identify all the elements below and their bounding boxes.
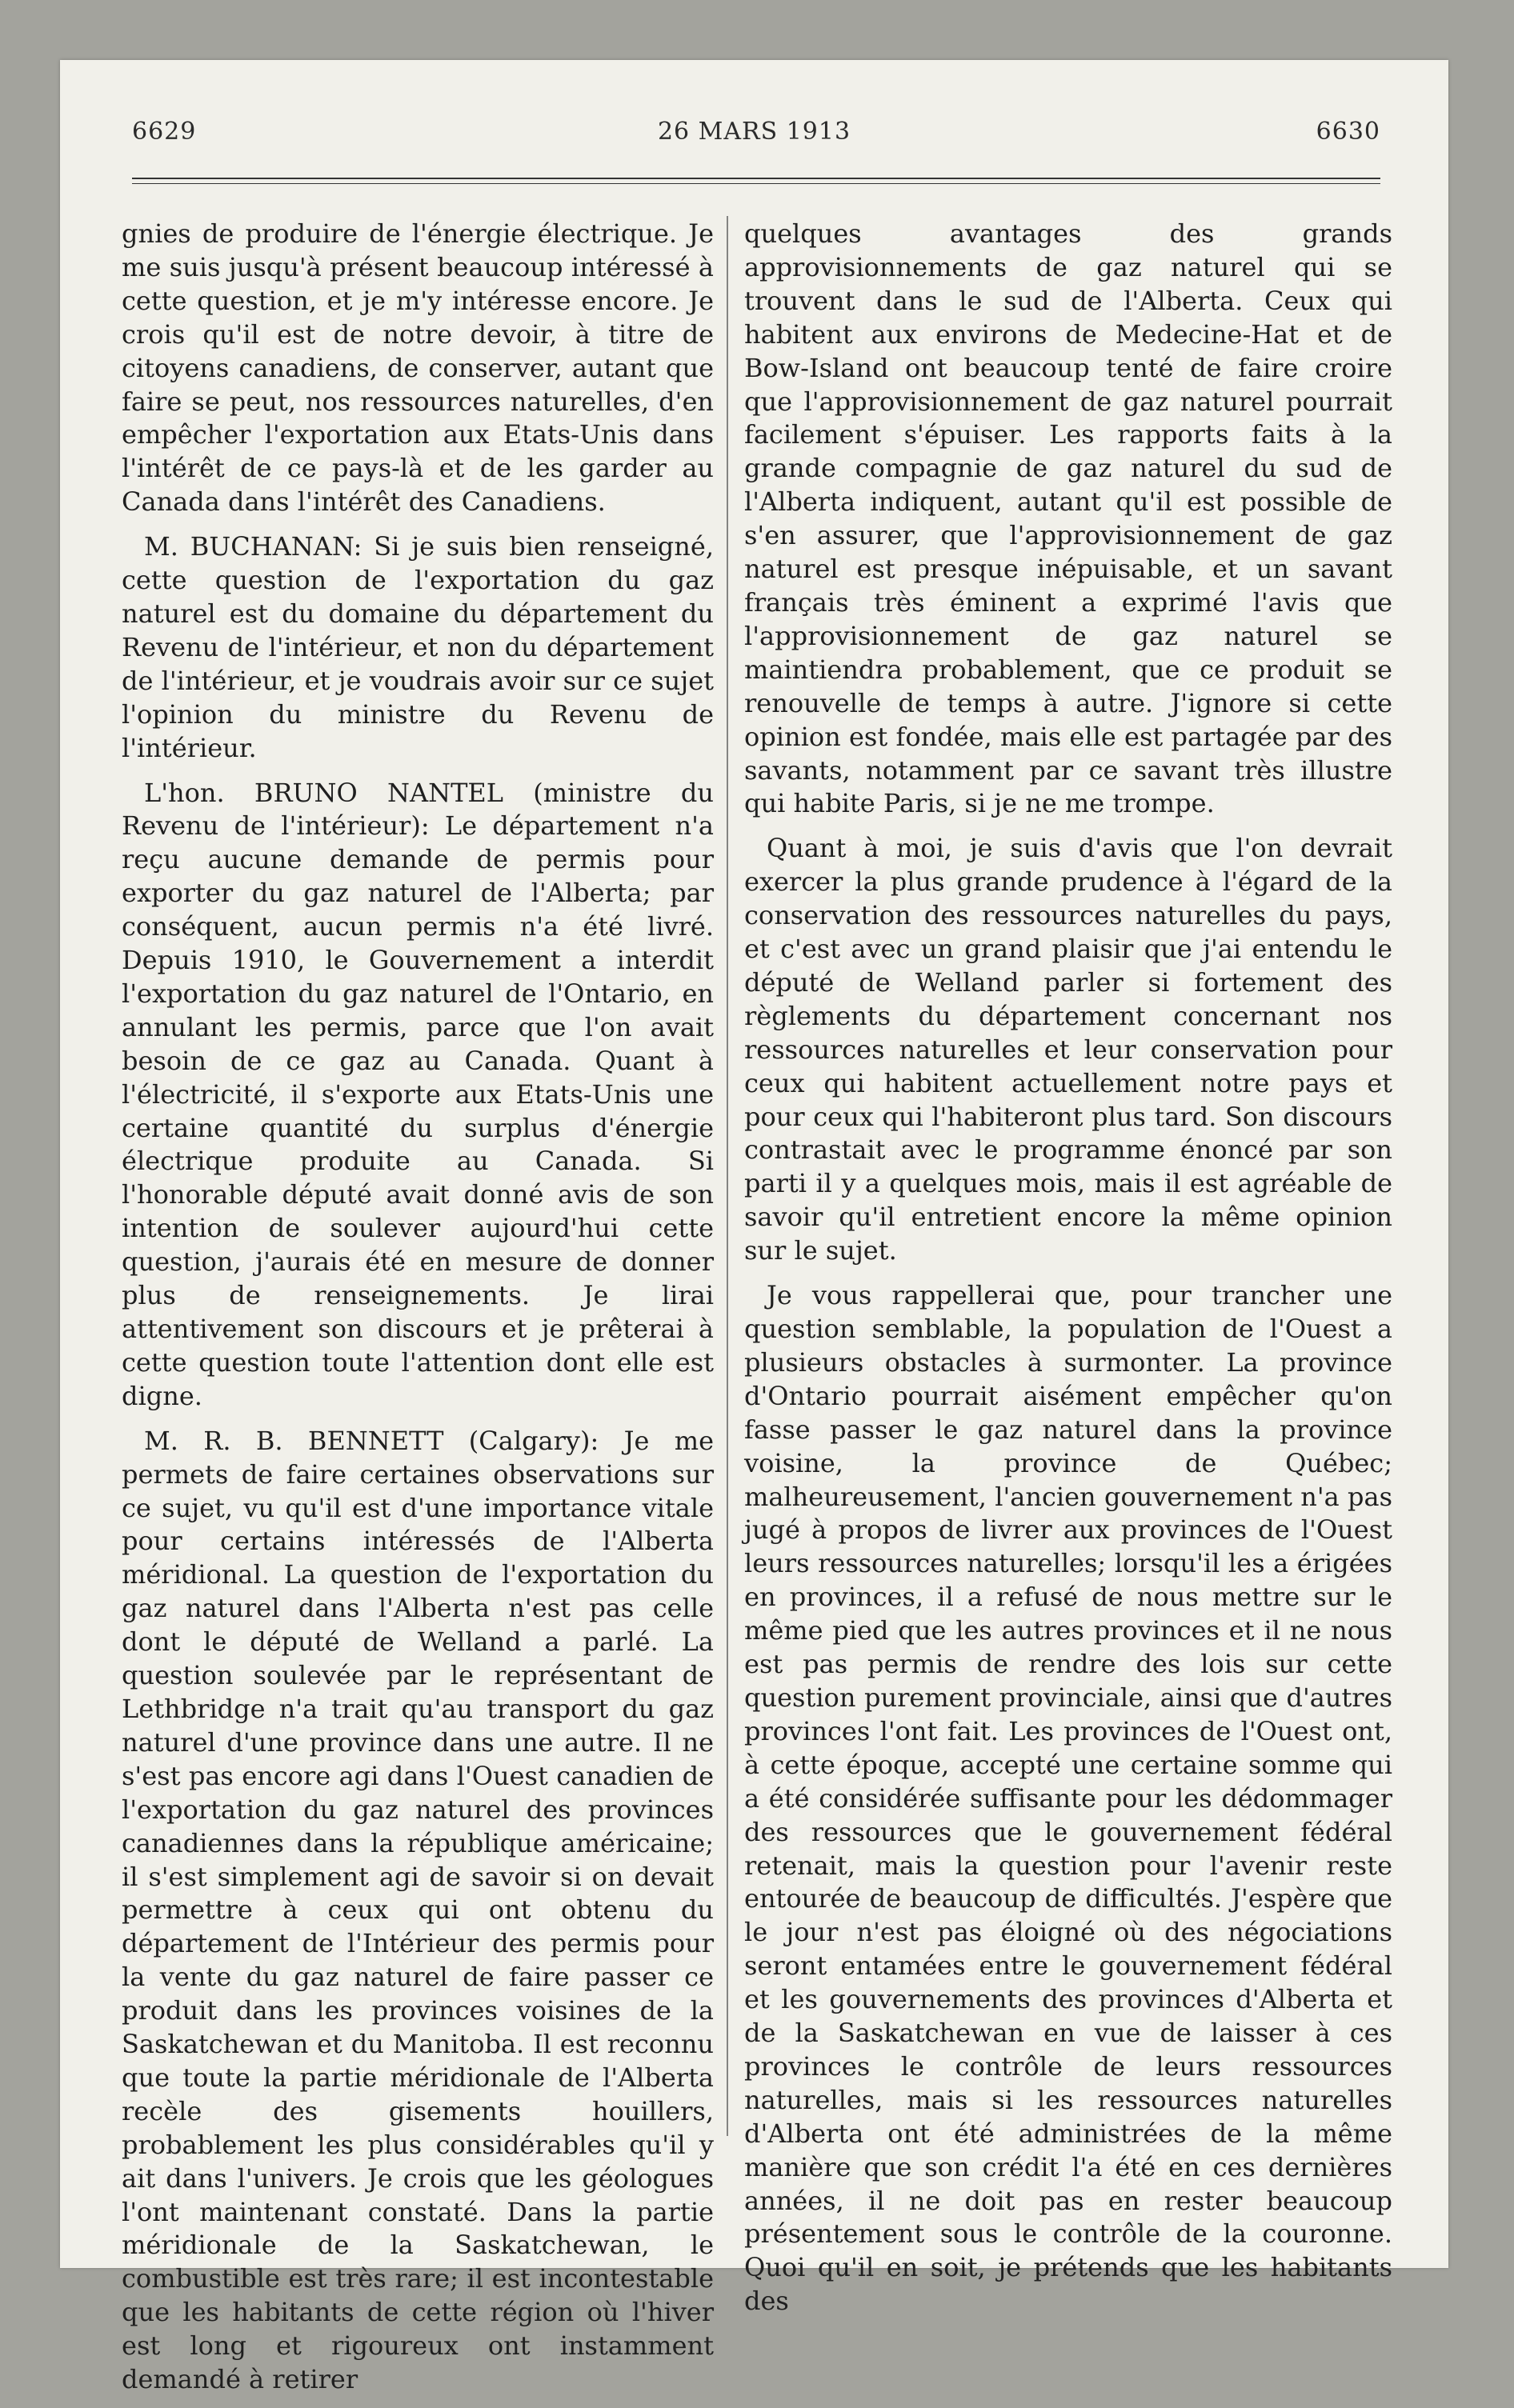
paragraph: Je vous rappellerai que, pour trancher une question semblable, la population de l'Ouest a plusieurs obstacles à surmonter. La province d'Ontario pourrait aisément empêcher qu'on fasse passer le gaz naturel dans la province voisine, la province de Québec; malheureusement, l'ancien gouvernement n'a pas jugé à propos de livrer aux provinces de l'Ouest leurs ressources naturelles; lorsqu'il les a érigées en provinces, il a refusé de nous mettre sur le même pied que les autres provinces et il ne nous est pas permis de rendre des lois sur cette question purement provinciale, ainsi que d'autres provinces l'ont fait. Les provinces de l'Ouest ont, à cette époque, accepté une certaine somme qui a été considérée suffisante pour les dédommager des ressources que le gouvernement fédéral retenait, mais la question pour l'avenir reste entourée de beaucoup de difficultés. J'espère que le jour n'est pas éloigné où des négociations seront entamées entre le gouvernement fédéral et les gouvernements des provinces d'Alberta et de la Saskatchewan en vue de laisser à ces provinces le contrôle de leurs ressources naturelles, mais si les ressources naturelles d'Alberta ont été administrées de la même manière que son crédit l'a été en ces dernières années, il ne doit pas en rester beaucoup présentement sous le contrôle de la couronne. Quoi qu'il en soit, je prétends que les habitants des: [744, 1280, 1392, 2317]
paragraph: M. R. B. BENNETT (Calgary): Je me permets de faire certaines observations sur ce sujet, vu qu'il est d'une importance vitale pour certains intéressés de l'Alberta méridional. La question de l'exportation du gaz naturel dans l'Alberta n'est pas celle dont le député de Welland a parlé. La question soulevée par le représentant de Lethbridge n'a trait qu'au transport du gaz naturel d'une province dans une autre. Il ne s'est pas encore agi dans l'Ouest canadien de l'exportation du gaz naturel des provinces canadiennes dans la république américaine; il s'est simplement agi de savoir si on devait permettre à ceux qui ont obtenu du département de l'Intérieur des permis pour la vente du gaz naturel de faire passer ce produit dans les provinces voisines de la Saskatchewan et du Manitoba. Il est reconnu que toute la partie méridionale de l'Alberta recèle des gisements houillers, probablement les plus considérables qu'il y ait dans l'univers. Je crois que les géologues l'ont maintenant constaté. Dans la partie méridionale de la Saskatchewan, le combustible est très rare; il est incontestable que les habitants de cette région où l'hiver est long et rigoureux ont instamment demandé à retirer: [122, 1425, 714, 2395]
column-divider: [727, 216, 728, 2136]
left-column: [122, 218, 714, 2408]
document-page: [60, 60, 1448, 2395]
paragraph: quelques avantages des grands approvisionnements de gaz naturel qui se trouvent dans le sud de l'Alberta. Ceux qui habitent aux environs de Medecine-Hat et de Bow-Island ont beaucoup tenté de faire croire que l'approvisionnement de gaz naturel pourrait facilement s'épuiser. Les rapports faits à la grande compagnie de gaz naturel du sud de l'Alberta indiquent, autant qu'il est possible de s'en assurer, que l'approvisionnement de gaz naturel est presque inépuisable, et un savant français très éminent a exprimé l'avis que l'approvisionnement de gaz naturel se maintiendra probablement, que ce produit se renouvelle de temps à autre. J'ignore si cette opinion est fondée, mais elle est partagée par des savants, notamment par ce savant très illustre qui habite Paris, si je ne me trompe.: [744, 218, 1392, 819]
paragraph: gnies de produire de l'énergie électrique. Je me suis jusqu'à présent beaucoup intéressé à cette question, et je m'y intéresse encore. Je crois qu'il est de notre devoir, à titre de citoyens canadiens, de conserver, autant que faire se peut, nos ressources naturelles, d'en empêcher l'exportation aux Etats-Unis dans l'intérêt de ce pays-là et de les garder au Canada dans l'intérêt des Canadiens.: [122, 218, 714, 518]
page-number-left: 6629: [132, 118, 197, 146]
right-column: [744, 218, 1392, 2330]
paragraph: M. BUCHANAN: Si je suis bien renseigné, cette question de l'exportation du gaz naturel est du domaine du département du Revenu de l'intérieur, et non du département de l'intérieur, et je voudrais avoir sur ce sujet l'opinion du ministre du Revenu de l'intérieur.: [122, 531, 714, 763]
paragraph: L'hon. BRUNO NANTEL (ministre du Revenu de l'intérieur): Le département n'a reçu aucune demande de permis pour exporter du gaz naturel de l'Alberta; par conséquent, aucun permis n'a été livré. Depuis 1910, le Gouvernement a interdit l'exportation du gaz naturel de l'Ontario, en annulant les permis, parce que l'on avait besoin de ce gaz au Canada. Quant à l'électricité, il s'exporte aux Etats-Unis une certaine quantité du surplus d'énergie électrique produite au Canada. Si l'honorable député avait donné avis de son intention de soulever aujourd'hui cette question, j'aurais été en mesure de donner plus de renseignements. Je lirai attentivement son discours et je prêterai à cette question toute l'attention dont elle est digne.: [122, 777, 714, 1411]
paragraph: Quant à moi, je suis d'avis que l'on devrait exercer la plus grande prudence à l'égard de la conservation des ressources naturelles du pays, et c'est avec un grand plaisir que j'ai entendu le député de Welland parler si fortement des règlements du département concernant nos ressources naturelles et leur conservation pour ceux qui habitent actuellement notre pays et pour ceux qui l'habiteront plus tard. Son discours contrastait avec le programme énoncé par son parti il y a quelques mois, mais il est agréable de savoir qu'il entretient encore la même opinion sur le sujet.: [744, 833, 1392, 1266]
header-rule: [132, 178, 1380, 184]
page-date: 26 MARS 1913: [657, 118, 851, 146]
page-number-right: 6630: [1316, 118, 1380, 146]
